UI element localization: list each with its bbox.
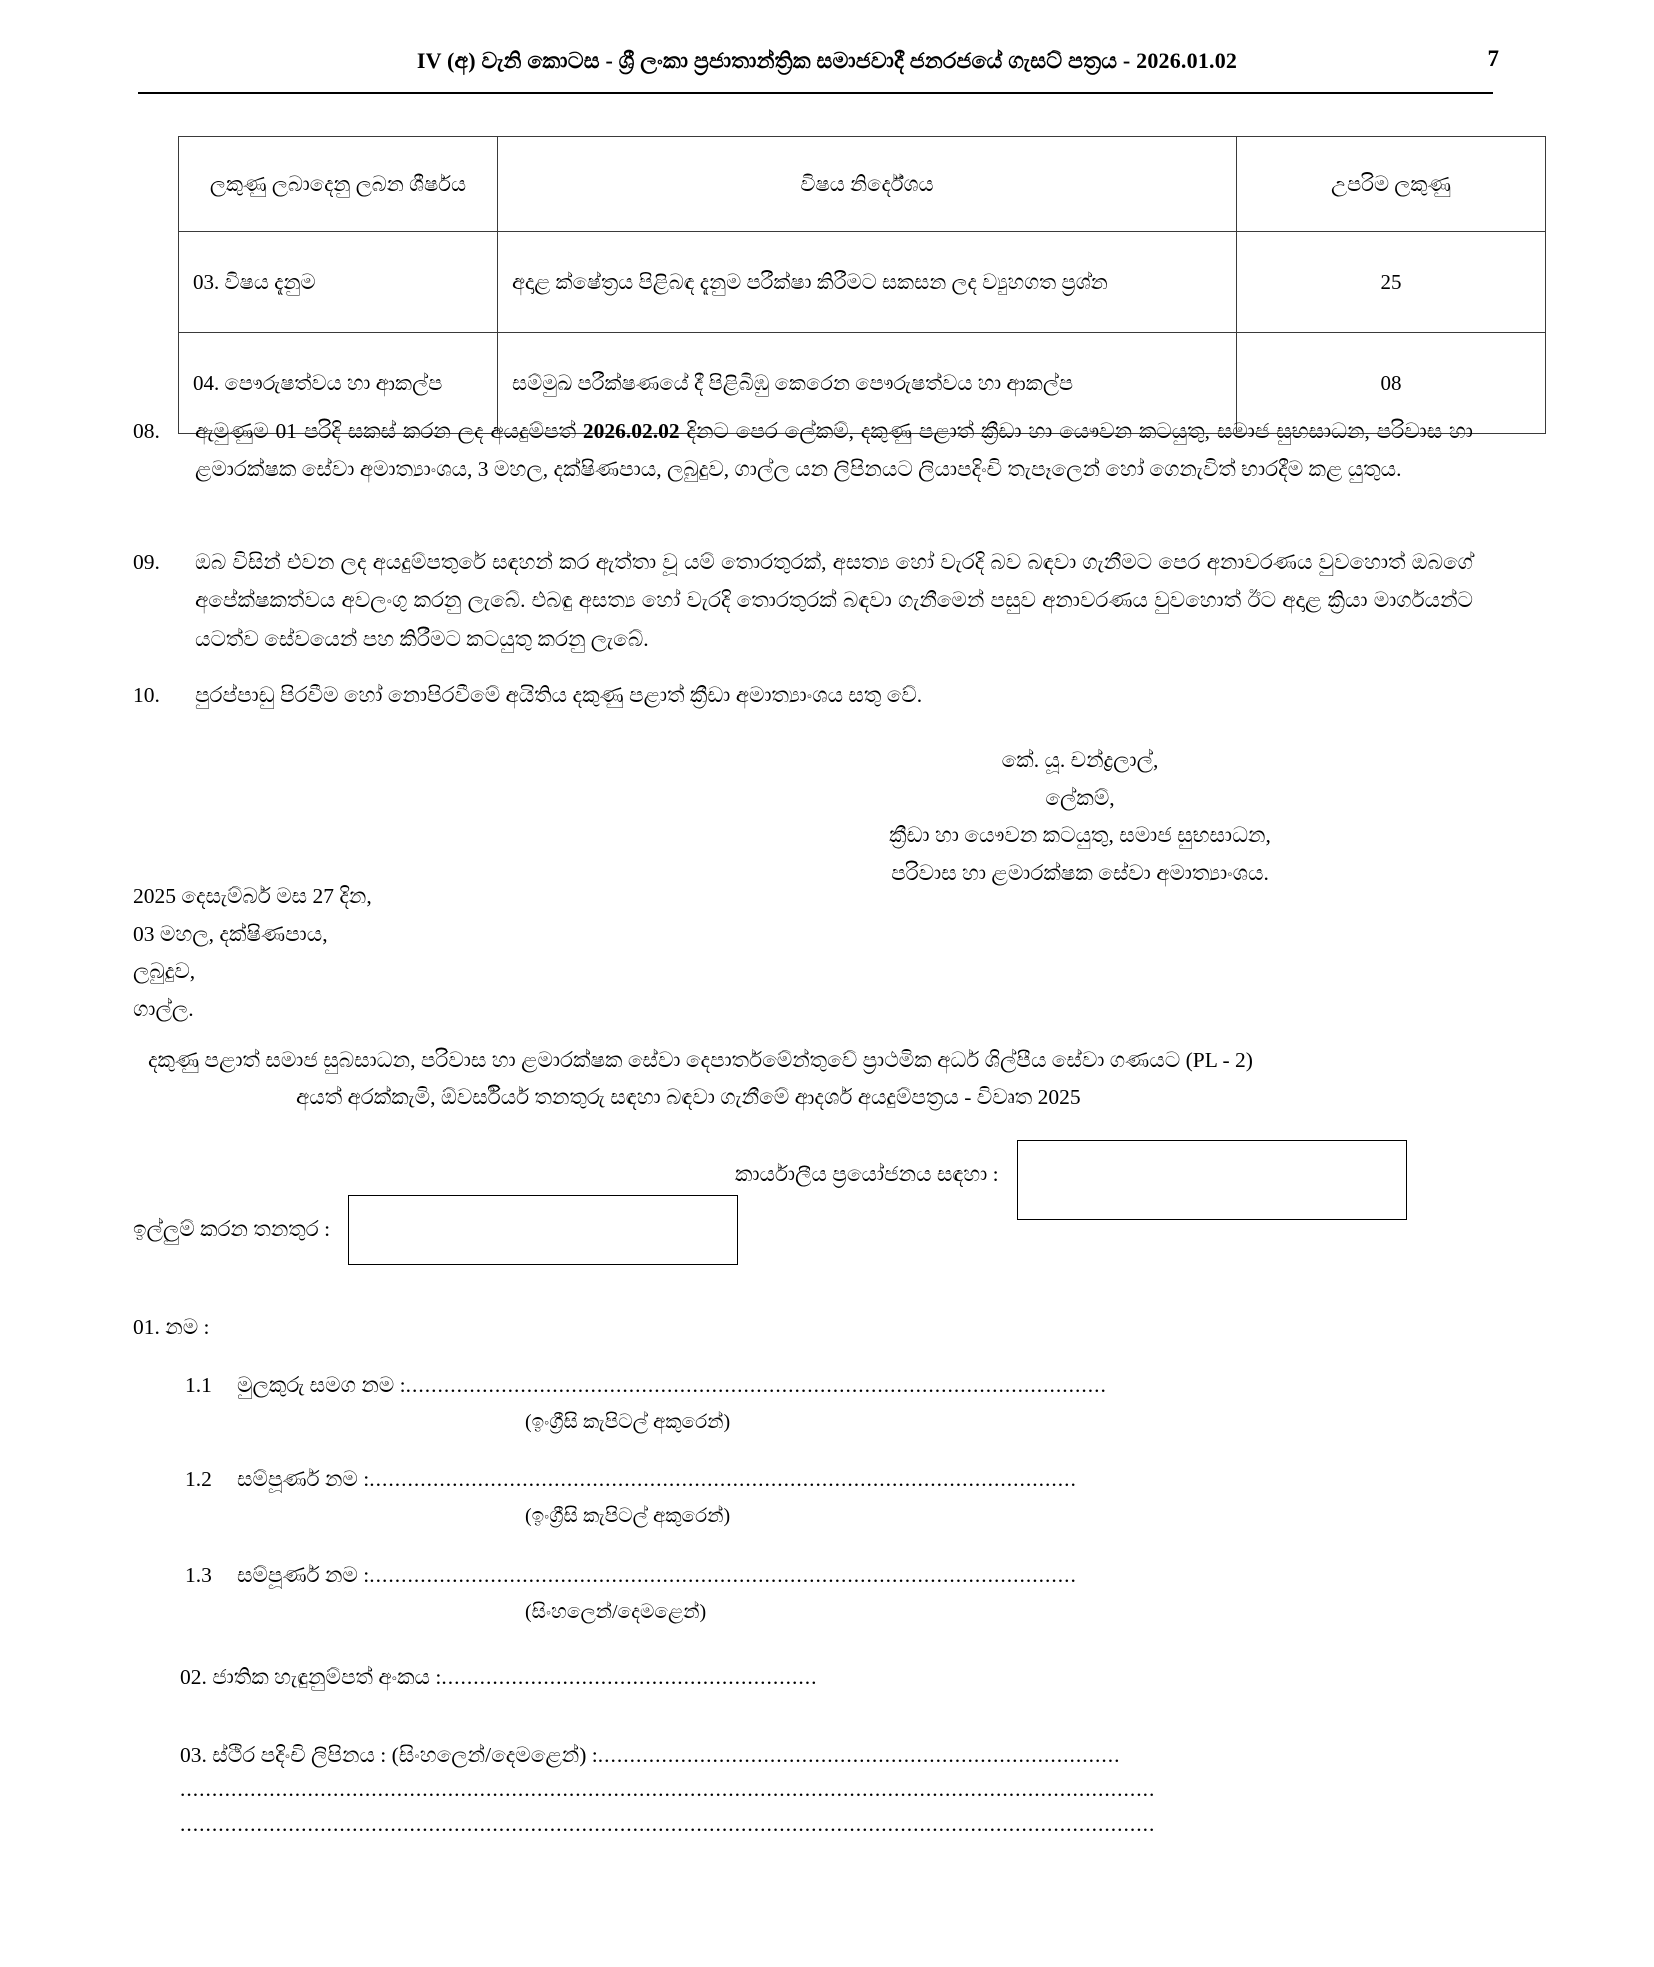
ministry-line-1: ක්‍රීඩා හා යෞවන කටයුතු, සමාජ සුභසාධන, <box>889 823 1271 848</box>
signatory-name: කේ. යූ. චන්ද්‍රලාල්, <box>1001 748 1159 772</box>
paragraph-text-pre: ඇමුණුම 01 පරිදි සකස් කරන ලද අයදුම්පත් <box>195 419 583 443</box>
field-1-2 <box>185 1462 1485 1532</box>
address-line-3: ගාල්ල. <box>133 996 194 1021</box>
field-1-1-line <box>185 1368 1485 1402</box>
place-date-block <box>133 878 372 1029</box>
column-header-heading: ලකුණු ලබාදෙනු ලබන ශීර්ෂය <box>179 137 498 232</box>
cell-heading: 04. පෞරුෂත්වය හා ආකල්ප <box>179 333 498 434</box>
office-use-input[interactable] <box>1017 1140 1407 1220</box>
marks-table <box>178 136 1546 434</box>
field-1-1-note: (ඉංග්‍රීසි කැපිටල් අකුරෙන්) <box>525 1411 731 1434</box>
ministry-line-2: පරිවාස හා ළමාරක්ෂක සේවා අමාත්‍යාංශය. <box>891 860 1269 885</box>
field-03-line <box>180 1738 1500 1772</box>
paragraph-number: 09. <box>133 550 160 574</box>
column-header-syllabus: විෂය නිර්දේශය <box>498 137 1237 232</box>
signatory-designation: ලේකම්, <box>1045 785 1115 810</box>
paragraph-number: 08. <box>133 419 160 443</box>
issue-date: 2025 දෙසැම්බර් මස 27 දින, <box>133 884 372 908</box>
paragraph-10 <box>133 676 1473 714</box>
field-03-input[interactable]: .................................................................................. <box>597 1743 1121 1767</box>
paragraph-number: 10. <box>133 683 160 707</box>
field-03-label: 03. ස්ථිර පදිංචි ලිපිනය : (සිංහලෙන්/දෙමළෙන්) : <box>180 1743 598 1767</box>
field-1-2-line <box>185 1462 1485 1496</box>
paragraph-08 <box>133 412 1473 489</box>
field-1-3-input[interactable]: ............................................................................................................... <box>369 1563 1077 1587</box>
field-1-3-note: (සිංහලෙන්/දෙමළෙන්) <box>525 1601 707 1624</box>
field-1-3-number: 1.3 <box>185 1563 212 1587</box>
form-intro-line-1: දකුණු පළාත් සමාජ සුබසාධන, පරිවාස හා ළමාරක්ෂක සේවා දෙපාර්තමේන්තුවේ ප්‍රාථමික අර්ධ ශිල්පීය සේවා ගණයට (PL - 2) <box>148 1048 1253 1072</box>
form-intro-line-2: අයත් අරක්කැමි, ඕවර්සියර් තනතුරු සඳහා බඳවා ගැනීමේ ආදර්ශ අයදුම්පත්‍රය - විවෘත 2025 <box>296 1084 1081 1109</box>
paragraph-body <box>195 412 1473 489</box>
office-use-field <box>735 1140 1407 1220</box>
field-03-address <box>180 1738 1500 1841</box>
table-header-row <box>179 137 1546 232</box>
address-line-2: ලබුදුව, <box>133 959 196 984</box>
field-1-1-number: 1.1 <box>185 1373 212 1397</box>
field-1-3-line <box>185 1558 1485 1592</box>
cell-syllabus: අදාළ ක්ෂේත්‍රය පිළිබඳ දැනුම පරීක්ෂා කිරීමට සකසන ලද ව්‍යුහගත ප්‍රශ්න <box>498 232 1237 333</box>
table-row <box>179 232 1546 333</box>
field-1-2-input[interactable]: ............................................................................................................... <box>369 1467 1077 1491</box>
field-02-input[interactable]: ........................................................... <box>441 1665 818 1689</box>
field-02-label: 02. ජාතික හැඳුනුම්පත් අංකය : <box>180 1665 442 1689</box>
field-1-2-label: සම්පූර්ණ නම : <box>237 1467 370 1491</box>
post-applied-field <box>133 1195 738 1265</box>
paragraph-09 <box>133 543 1473 658</box>
office-use-label: කාර්යාලීය ප්‍රයෝජනය සඳහා : <box>735 1162 999 1186</box>
cell-marks: 25 <box>1237 232 1546 333</box>
field-02-line <box>180 1660 1480 1694</box>
post-applied-input[interactable] <box>348 1195 738 1265</box>
field-03-input-line-3[interactable]: ......................................................................................................................................................... <box>180 1811 1156 1836</box>
page-header <box>0 48 1654 74</box>
field-1-1 <box>185 1368 1485 1438</box>
application-form-intro <box>148 1042 1468 1116</box>
field-1-3 <box>185 1558 1485 1628</box>
header-divider <box>138 92 1493 94</box>
page-number: 7 <box>1487 46 1499 71</box>
paragraph-body: පුරප්පාඩු පිරවීම හෝ නොපිරවීමේ අයිතිය දකුණු පළාත් ක්‍රීඩා අමාත්‍යාංශය සතු වේ. <box>195 683 923 707</box>
address-line-1: 03 මහල, දක්ෂිණපාය, <box>133 921 328 946</box>
field-1-3-label: සම්පූර්ණ නම : <box>237 1563 370 1587</box>
signature-block <box>700 742 1460 893</box>
paragraph-text-post: දිනට පෙර ලේකම්, දකුණු පළාත් ක්‍රීඩා හා යෞවන කටයුතු, සමාජ සුභසාධන, පරිවාස හා ළමාරක්ෂක සේවා අමාත්‍යාංශය, 3 මහල, දක්ෂිණපාය, ලබුදුව, ගාල්ල යන ලිපිනයට ලියාපදිංචි තැපෑලෙන් හෝ ගෙනැවිත් භාරදීම කළ යුතුය. <box>195 419 1474 482</box>
field-1-2-number: 1.2 <box>185 1467 212 1491</box>
field-03-input-line-2[interactable]: ......................................................................................................................................................... <box>180 1777 1156 1802</box>
page-title: IV (අ) වැනි කොටස - ශ්‍රී ලංකා ප්‍රජාතාන්ත්‍රික සමාජවාදී ජනරජයේ ගැසට් පත්‍රය - 2026.01.02 <box>416 48 1238 73</box>
field-01-label: 01. නම : <box>133 1315 210 1339</box>
cell-syllabus: සම්මුඛ පරීක්ෂණයේ දී පිළිබිඹු කෙරෙන පෞරුෂත්වය හා ආකල්ප <box>498 333 1237 434</box>
field-1-1-label: මුලකුරු සමග නම : <box>237 1373 406 1397</box>
cell-marks: 08 <box>1237 333 1546 434</box>
field-name-heading <box>133 1310 210 1344</box>
field-02-nic <box>180 1660 1480 1694</box>
deadline-date: 2026.02.02 <box>582 419 680 443</box>
field-1-1-input[interactable]: .............................................................................................................. <box>405 1373 1107 1397</box>
field-1-2-note: (ඉංග්‍රීසි කැපිටල් අකුරෙන්) <box>525 1505 731 1528</box>
cell-heading: 03. විෂය දැනුම <box>179 232 498 333</box>
paragraph-body: ඔබ විසින් එවන ලද අයදුම්පතුරේ සඳහන් කර ඇත්තා වූ යම් තොරතුරක්, අසත්‍ය හෝ වැරදි බව බඳවා ගැනීමට පෙර අනාවරණය වුවහොත් ඔබගේ අපේක්ෂකත්වය අවලංගු කරනු ලැබේ. එබඳු අසත්‍ය හෝ වැරදි තොරතුරක් බඳවා ගැනීමෙන් පසුව අනාවරණය වුවහොත් ඊට අදාළ ක්‍රියා මාර්ගයන්ට යටත්ව සේවයෙන් පහ කිරීමට කටයුතු කරනු ලැබේ. <box>195 550 1473 651</box>
post-applied-label: ඉල්ලුම් කරන තනතුර : <box>133 1217 331 1241</box>
column-header-marks: උපරිම ලකුණු <box>1237 137 1546 232</box>
